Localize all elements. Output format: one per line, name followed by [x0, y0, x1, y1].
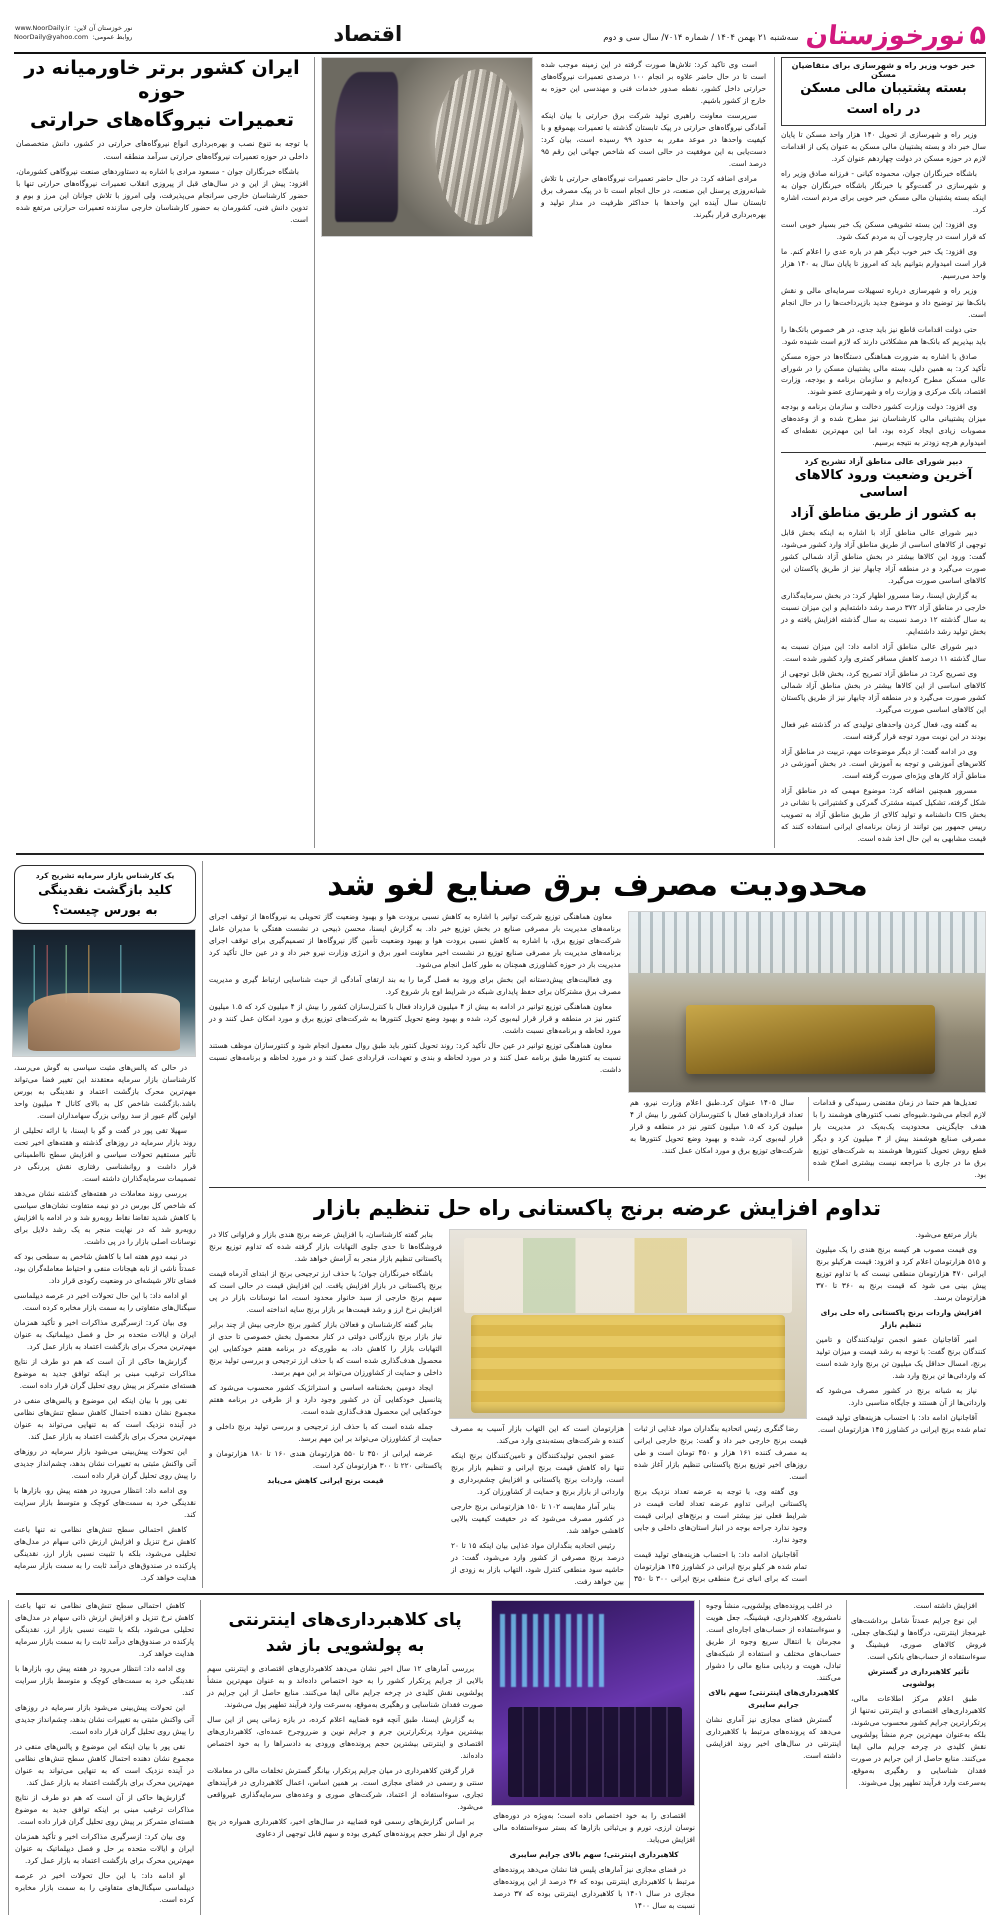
paragraph: سرپرست معاونت راهبری تولید شرکت برق حرارتی با بیان اینکه آمادگی نیروگاه‌های حرارتی در پیک تابستان گذشته با تعمیرات بهموقع و با کیفیت واحدها در موعد مقرر به حدود ۹۹ رسیده است، بیان کرد: دست‌یابی به این موفقیت در حالی است که شاخص جهانی این رقم ۹۵ درصد است. [541, 110, 766, 168]
online-label: نور خوزستان آن لاین: [74, 23, 133, 32]
left-column [774, 57, 992, 848]
bourse-kicker: یک کارشناس بازار سرمایه تشریح کرد [35, 870, 175, 880]
turbine-headline-line1: ایران کشور برتر خاورمیانه در حوزه [24, 57, 300, 103]
paragraph: آقاجانیان ادامه داد: با احتساب هزینه‌های تولید قیمت تمام شده برنج ایرانی در کشاورز ۱۴۵ هزارتومان است. [816, 1413, 986, 1435]
paragraph: کاهش احتمالی سطح تنش‌های نظامی نه تنها باعث کاهش نرخ تنزیل و افزایش ارزش ذاتی سهام در مدل‌های تحلیلی می‌شود، بلکه با تثبیت نسبی بازار ارز، نقدینگی پارکنده در صندوق‌های درآمد ثابت را به سمت بازار سرمایه هدایت خواهد کرد. [15, 1601, 195, 1659]
cyber-subhead-1: تأثیر کلاهبرداری در گسترش پولشویی [867, 1667, 970, 1689]
paragraph: بر اساس گزارش‌های رسمی قوه قضاییه در سال‌های اخیر، کلاهبرداری همواره در پنج جرم اول از نظر حجم پرونده‌های کیفری بوده و سهم قابل توجهی از دعاوی [207, 1816, 484, 1838]
paragraph: بنابر آمار مقایسه ۱۰۲ تا ۱۵۰ هزارتومانی برنج خارجی در کشور مصرف می‌شود که در حقیقت کیفیت بالایی کاهشی خواهد شد. [451, 1502, 624, 1536]
industry-headline: محدودیت مصرف برق صنایع لغو شد [327, 866, 868, 903]
paragraph: است وی تاکید کرد: تلاش‌ها صورت گرفته در این زمینه موجب شده است تا در حال حاضر علاوه بر انجام ۱۰۰ درصدی تعمیرات نیروگاه‌های حرارتی داخل کشور، نقطه صدور خدمات فنی و مهندسی این حوزه به خارج از کشور باشیم. [541, 60, 766, 105]
cyber-mid-text [493, 1806, 695, 1912]
cyber-photo-wrap [489, 1600, 699, 1915]
freezones-headline-line1: آخرین وضعیت ورود کالاهای اساسی [794, 468, 973, 501]
rice-subhead-2: قیمت برنج ایرانی کاهش می‌یابد [267, 1476, 384, 1486]
paragraph: در نیمه دوم هفته اما با کاهش شاخص به سطحی بود که عمدتاً ناشی از نابه هیجانات منفی و احتیاط معامله‌گران بود، فضای تالار شیشه‌ای در وضعیت رکودی قرار داد. [14, 1251, 196, 1285]
cyber-subhead-3: کلاهبرداری اینترنتی؛ سهم بالای جرایم سایبری [509, 1850, 679, 1860]
newspaper-title: نورخوزستان [804, 20, 968, 51]
bourse-headline-box [14, 865, 196, 925]
paragraph: رئیس اتحادیه بنگداران مواد غذایی بیان اینکه ۱۵ تا ۲۰ درصد برنج مصرفی از کشور وارد می‌شود، گفت: در حاشیه سود منطقی کنترل شود، التهاب بازار به زودی از بین خواهد رفت. [451, 1541, 624, 1587]
rice-photo [449, 1229, 807, 1419]
paragraph: وی بیان کرد: ازسرگیری مذاکرات اخیر و تأکید همزمان ایران و ایالات متحده بر حل و فصل دیپلماتیک به عنوان مهم‌ترین محرک برای بازگشت اعتماد به بازار عمل کرد. [14, 1317, 196, 1351]
paragraph: اقتصادی را به خود اختصاص داده است؛ به‌ویژه در دوره‌های نوسان ارزی، تورم و بی‌ثباتی بازارها که بستر سوءاستفاده مالی افزایش می‌یابد. [493, 1811, 695, 1845]
paragraph: در حالی که پالس‌های مثبت سیاسی به گوش می‌رسد، کارشناسان بازار سرمایه معتقدند این تغییر فضا می‌تواند مهم‌ترین محرک بازگشت اعتماد و نقدینگی به بورس باشد.بازگشت شاخص کل به بالای کانال ۴ میلیون واحد اولین گام عبور از سد روانی بزرگ سهامداران است. [14, 1063, 196, 1121]
paragraph: به گزارش ایسنا، طبق آنچه فوه قضاییه اعلام کرده، در بازه زمانی پس از این سال بیشترین موارد پرتکرارترین جرم و جرایم نوین و ضرر‌وجرح عمده‌ای، کلاهبرداری‌های اقتصادی و اینترنتی بیشترین حجم پرونده‌های ورودی به دادسراها را به خود اختصاص داده‌اند. [207, 1714, 484, 1760]
rice-col-right [209, 1229, 442, 1588]
masthead-brand-group [603, 20, 986, 52]
paragraph: او ادامه داد: با این حال تحولات اخیر در عرصه دیپلماسی سیگنال‌های متفاوتی را به سمت بازار مخابره کرده است. [14, 1290, 196, 1312]
paragraph: دبیر شورای عالی مناطق آزاد با اشاره به اینکه بخش قابل توجهی از کالاهای اساسی از طریق مناطق آزاد وارد کشور می‌شود، گفت: ورود این کالاها بیشتر در بخش مناطق آزاد شمالی کشور صورت می‌گیرد و در منطقه آزاد چابهار نیز از طریق پاکستان این کالاهای اساسی صورت می‌گیرد. [781, 528, 986, 585]
turbine-left-text [541, 57, 766, 848]
rice-subhead: افزایش واردات برنج پاکستانی راه حلی برای تنظیم بازار [820, 1308, 982, 1330]
bourse-photo [12, 929, 196, 1057]
paragraph: معاون هماهنگی توزیع توانیر در ادامه به بیش از ۴ میلیون قرارداد فعال با کنترل‌سازان کشور را بیش از ۴ میلیون کرد که ۱.۵ میلیون کنتور نیز در منطقه و قرار قرار لبه‌بوی کرد، شده و بهبود وضع تحویل کنتورها به شرکت‌های توزیع برق و مورد امکان عمل کنند و در مورد لحاظه و برنامه‌های نسبت داشت. [209, 1001, 621, 1035]
bourse-body [14, 1057, 196, 1583]
turbine-lead: با توجه به تنوع نصب و بهره‌برداری انواع نیروگاه‌های حرارتی در کشور، دانش متخصصان داخلی در حوزه تعمیرات نیروگاه‌های حرارتی سرآمد منطقه است. [16, 139, 308, 161]
divider [781, 452, 986, 453]
paragraph: بنابر گفته کارشناسان و فعالان بازار کشور برنج خارجی بیش از چند برابر نیاز بازار برنج بازرگانی دولتی در کنار محصول بخش خصوصی تا حدی از التهابات بازار را کاهش داد، به طوری‌که در برنامه هفتم خودکفایی این محصول هدف‌گذاری شده است که با حذف ارز ترجیحی و بررسی تولید برنج داخلی و حمایت از کشاورزان می‌تواند بر این مهم برسد. [209, 1320, 442, 1378]
paragraph: گزارش‌ها حاکی از آن است که هم دو طرف از نتایج مذاکرات ترغیب مبنی بر اینکه توافق جدید به موضوع هسته‌ای متمرکز بر پیش روی تحلیل گران قرار داده است. [15, 1793, 195, 1826]
freezones-headline-line2: به کشور از طریق مناطق آزاد [790, 506, 977, 522]
divider [209, 1187, 986, 1188]
mid-band [8, 861, 992, 1589]
freezones-article [781, 457, 986, 844]
industry-content [209, 911, 986, 1181]
paragraph: وی فعالیت‌های پیش‌دستانه این بخش برای ورود به فصل گرما را به بند ارتقای آمادگی از حیث شناسایی ارتباط گیری و مدیریت مصرف برق مشترکان برای حفظ پایداری شبکه در شرایط اوج بار شروع کرد. [209, 974, 621, 996]
rice-col-left [816, 1229, 986, 1588]
main-column [202, 861, 992, 1589]
paragraph: قرار گرفتن کلاهبرداری در میان جرایم پرتکرار، بیانگر گسترش تخلفات مالی در معاملات سنتی و رسمی در فضای مجازی است. بر همین اساس، اعمال کلاهبرداری در فرآیندهای تجاری، سوءاستفاده از اعتماد، شرکت‌های صوری و وعده‌های سرمایه‌گذاری غیرواقعی می‌شود. [207, 1765, 484, 1811]
paragraph: تعدیل‌ها هم حتما در زمان مقتضی رسیدگی و قدامات لازم انجام می‌شود.شیوه‌ای نصب کنتورهای هوشمند را با هدف جایگزینی محدودیت یک‌به‌یک در مدیریت بار مصرفی صنایع هوشمند بیش از ۳ میلیون کرد و دیگر قطع روش تحویل کنتورها هوشمند به شرکت‌های توزیع برق ما در جاری با مراجعه نیست بیشتری اصلاح شده بود. [813, 1097, 986, 1179]
paragraph: بررسی آمارهای ۱۲ سال اخیر نشان می‌دهد کلاهبرداری‌های اقتصادی و اینترنتی سهم بالایی از جرایم پرتکرار کشور را به خود اختصاص داده‌اند و به عنوان مهم‌ترین منشأ پولشویی نقش کلیدی در چرخه جرایم مالی ایفا می‌کنند. منابع حاصل از این جرایم در صورت فقدان شناسایی و رهگیری به‌موقع، به‌سرعت وارد فرآیند تطهیر پول می‌شوند. [207, 1663, 484, 1709]
paragraph: رضا گنگری رئیس اتحادیه بنگداران مواد غذایی از ثبات قیمت برنج خارجی خبر داد و گفت: برنج خارجی ایرانی به مصرف کننده ۱۶۱ هزار و ۴۵۰ تومان است و طی روزهای اخیر توزیع برنج پاکستانی تنظیم بازار آغاز شده است. [634, 1424, 808, 1482]
cyber-photo [491, 1600, 695, 1806]
band-divider-2 [16, 1593, 984, 1595]
rice-content [209, 1229, 986, 1588]
paragraph: امیر آقاجانیان عضو انجمن تولیدکنندگان و تامین کنندگان برنج گفت: با توجه به رشد قیمت و میزان تولید برنج، امسال حداقل یک میلیون تن برنج وارد شده است که وارداتی‌ها تن برنج وارد شد. [816, 1335, 986, 1381]
paragraph: وی گفته وی، با توجه به عرضه تعداد نزدیک برنج پاکستانی ایرانی تداوم عرضه تعداد لغات قیمت در شرایط فعلی نیز بیشتر است و برنج‌های ایرانی قیمت وجود ندارد جراحه بوجه در انبار استان‌های داخلی و جایی وجود ندارد. [634, 1487, 807, 1545]
paragraph: عرضه ایرانی از ۳۵۰ تا ۵۵۰ هزارتومان هندی ۱۶۰ تا ۱۸۰ هزارتومان و پاکستانی ۲۲۰ تا ۳۰۰ هزارتومان کرد است. [209, 1449, 442, 1471]
paragraph: دبیر شورای عالی مناطق آزاد ادامه داد: این میزان نسبت به سال گذشته ۱۱ درصد کاهش مسافر کمتری وارد کشور شده است. [781, 641, 986, 663]
paragraph: طبق اعلام مرکز اطلاعات مالی، کلاهبرداری‌های اقتصادی و اینترنتی نه‌تنها از پرتکرارترین جرایم کشور محسوب می‌شوند، بلکه به‌عنوان مهم‌ترین جرم منشأ پولشویی نقش کلیدی در چرخه جرایم مالی ایفا می‌کنند. منابع حاصل از این جرایم در صورت فقدان شناسایی و رهگیری به‌موقع، به‌سرعت وارد فرآیند تطهیر پول می‌شوند. [851, 1694, 986, 1788]
paragraph: صادق با اشاره به ضرورت هماهنگی دستگاه‌ها در حوزه مسکن تأکید کرد: به همین دلیل، بسته مالی پشتیبان مسکن را در شورای عالی مسکن مطرح کرده‌ایم و سازمان برنامه و بودجه، وزارت اقتصاد، بانک مرکزی و وزارت راه و شهرسازی عضو شوند. [781, 351, 986, 397]
top-band [8, 57, 992, 848]
paragraph: عضو انجمن تولیدکنندگان و تامین‌کنندگان برنج اینکه تنها راه کاهش قیمت برنج ایرانی و تنظیم بازار برنج است، واردات برنج پاکستانی و افزایش چشم‌برداری و وارداتی از بازار برنج و حمایت از کشاورزان کرد. [451, 1451, 624, 1497]
newspaper-logo [804, 20, 986, 52]
paragraph: افزایش داشته است. [913, 1601, 977, 1611]
paragraph: نقی پور با بیان اینکه این موضوع و پالس‌های منفی در مجموع نشان دهنده احتمال کاهش سطح تنش‌های نظامی در آینده نزدیک است که به تنهایی می‌تواند به عنوان مهم‌ترین محرک برای بازگشت اعتماد به بازار عمل کند. [14, 1395, 196, 1441]
paragraph: باشگاه خبرنگاران جوان - مسعود مرادی با اشاره به دستاوردهای صنعت نیروگاهی کشورمان، افزود: پیش از این و در سال‌های قبل از پیروزی انقلاب تعمیرات نیروگاه‌های حرارتی تنها با حضور کارشناسان خارجی سرانجام می‌پذیرفت، ولی امروز با تلاش جوانان این مرز و بوم و تدوین دانش فنی، کشورمان به حضور کارشناسان خارجی سازنده تعمیرات حرارتی مرتفع شده است. [16, 166, 308, 224]
paragraph: کاهش احتمالی سطح تنش‌های نظامی نه تنها باعث کاهش نرخ تنزیل و افزایش ارزش ذاتی سهام در مدل‌های تحلیلی می‌شود، بلکه با تثبیت نسبی بازار ارز، نقدینگی پارکنده در صندوق‌های درآمد ثابت را به سمت بازار سرمایه هدایت خواهد کرد. [14, 1524, 196, 1582]
housing-body [781, 126, 986, 450]
paragraph: بنابر گفته کارشناسان، با افزایش عرضه برنج هندی بازار و فراوانی کالا در فروشگاه‌ها تا حدی جلوی التهابات بازار گرفته شده که تداوم توزیع برنج پاکستانی تنظیم بازار منجر به آرامش خواهد شد. [209, 1230, 442, 1264]
paragraph: او ادامه داد: با این حال تحولات اخیر در عرصه دیپلماسی سیگنال‌های متفاوتی را به سمت بازار مخابره کرده است. [15, 1870, 195, 1904]
turbine-photo [321, 57, 533, 237]
turbine-photo-wrap [323, 57, 533, 848]
bottom-band [8, 1600, 992, 1915]
paragraph: ایجاد دومین بخشنامه اساسی و استراتژیک کشور محسوب می‌شود که پتانسیل خودکفایی آن در کشور وجود دارد و از طرفی در برنامه هفتم خودکفایی این محصول هدف‌گذاری شده است. [209, 1383, 442, 1417]
paragraph: مرادی اضافه کرد: در حال حاضر تعمیرات نیروگاه‌های حرارتی با تلاش شبانه‌روزی پرسنل این صنعت، در حال انجام است تا در پیک مصرف برق تابستان سال آینده این واحدها با حداکثر ظرفیت در مدار تولید و بهره‌برداری قرار بگیرند. [541, 173, 766, 219]
masthead-dateline: سه‌شنبه ۲۱ بهمن ۱۴۰۴ / شماره ۷۰۱۴/ سال سی و دوم [603, 33, 799, 43]
cyber-headline-line2: به پولشویی باز شد [265, 1635, 425, 1656]
turbine-headline-line2: تعمیرات نیروگاه‌های حرارتی [30, 108, 294, 131]
turbine-article-head [8, 57, 314, 848]
paragraph: به گزارش ایسنا، رضا مسرور اظهار کرد: در بخش سرمایه‌گذاری خارجی در مناطق آزاد ۳۷۲ درصد رشد داشته‌ایم و این میزان نسبت به سال گذشته ۱۲ درصد نسبت به سال گذشته افزایش یافته و در بخش تولید رشد داشته‌ایم. [781, 590, 986, 636]
paragraph: به گفته وی، فعال کردن واحدهای تولیدی که در گذشته غیر فعال بودند در این نوبت مورد توجه قرار گرفته است. [781, 719, 986, 741]
paragraph: بازار مرتفع می‌شود. [915, 1230, 977, 1240]
cyber-headline-line1: پای کلاهبرداری‌های اینترنتی [228, 1610, 462, 1631]
industry-text [209, 911, 621, 1181]
paragraph: باشگاه خبرنگاران جوان، محموده کیانی - فرزانه صادق وزیر راه و شهرسازی در گفت‌وگو با خبرنگار باشگاه خبرنگاران جوان به اینکه بسته پشتیبان مالی مسکن خبر خوبی برای مردم است، اشاره کرد. [781, 168, 986, 214]
paragraph: وی قیمت مصوب هر کیسه برنج هندی را یک میلیون و ۵۱۵ هزارتومان اعلام کرد و افزود: قیمت هرکیلو برنج ایرانی ۴۷۰ هزارتومان منطقی نیست که با تداوم توزیع پیش بینی می شود که قیمت برنج به ۳۶۰ تا ۳۷۰ هزارتومان برسد. [816, 1245, 987, 1303]
housing-headline-line2: در راه است [846, 101, 921, 117]
paragraph: این تحولات پیش‌بینی می‌شود بازار سرمایه در روزهای آتی واکنش مثبتی به تغییرات نشان بدهد، چشم‌انداز جدیدی را پیش روی تحلیل گران قرار داده است. [15, 1703, 195, 1737]
cyber-subhead-2: کلاهبرداری‌های اینترنتی؛ سهم بالای جرایم سایبری [708, 1688, 839, 1710]
masthead-rule [14, 52, 986, 54]
cyber-col-left [699, 1600, 992, 1915]
paragraph: این نوع جرایم عمدتاً شامل برداشت‌های غیرمجاز اینترنتی، درگاه‌ها و لینک‌های جعلی، فروش کالاهای صوری، فیشینگ و سوءاستفاده از حساب‌های بانکی است. [851, 1616, 986, 1662]
bourse-sidebar [8, 861, 202, 1589]
rice-photo-text [451, 1419, 807, 1588]
paragraph: مسرور همچنین اضافه کرد: موضوع مهمی که در مناطق آزاد شکل گرفته، تشکیل کمیته مشترک گمرکی و کشتیرانی با نشانی در بخش CIS دانشنامه و تولید کالای از طریق مناطق آزاد به تصویب رییس جمهور بین توانند از زمان برنامه‌ای ایرانی استفاده کنند که قیمت مشابهی به این حال اخذ شده است. [781, 785, 986, 843]
paragraph: حتی دولت اقدامات قاطع نیز باید جدی، در هر خصوص بانک‌ها را باید بپذیریم که بانک‌ها هم مشکلاتی دارند که لازم است شنیده شود. [781, 324, 986, 346]
paragraph: وی افزود: این بسته تشویقی مسکن یک خبر بسیار خوبی است که قرار است در چارچوب آن به مردم کمک شود. [781, 219, 986, 241]
paragraph: در اغلب پرونده‌های پولشویی، منشأ وجوه نامشروع، کلاهبرداری، فیشینگ، جعل هویت و سوءاستفاده از حساب‌های اجاره‌ای است. مجرمان با انتقال سریع وجوه از طریق حساب‌های مختلف و استفاده از شبکه‌های تبادل، هویت و ردیابی منابع مالی را دشوار می‌کنند. [706, 1601, 841, 1683]
paragraph: آقاجانیان ادامه داد: با احتساب هزینه‌های تولید قیمت تمام شده هر کیلو برنج ایرانی در کشاورز ۱۴۵ هزارتومان است که برای انبای نرخ منطقی برنج ایرانی ۳۰۰ تا ۳۵۰ هزارتومان است که این التهاب بازار آسیب به مصرف کننده و شرکت‌های بسته‌بندی وارد می‌کند. [451, 1424, 807, 1584]
masthead-contact [14, 24, 132, 49]
housing-headline-line1: بسته پشتیبان مالی مسکن [800, 81, 967, 96]
paragraph: وزیر راه و شهرسازی از تحویل ۱۴۰ هزار واحد مسکن تا پایان سال خبر داد و بسته پشتیبان مالی مسکن به عنوان یکی از اقدامات لازم در حوزه مسکن در دولت چهاردهم عنوان کرد. [781, 129, 986, 163]
housing-article [781, 57, 986, 126]
paragraph: معاون هماهنگی توزیع توانیر در عین حال تأکید کرد: روند تحویل کنتور باید طبق روال معمول انجام شود و کنتورسازان موظف هستند نسبت به کنتورها طبق برنامه عمل کنند و در مورد لحاظه و بندی و تعهدات، قراردادی عمل کنند و در مورد لحاظه و برنامه‌های نسبت داشت. [209, 1040, 621, 1074]
paragraph: گزارش‌ها حاکی از آن است که هم دو طرف از نتایج مذاکرات ترغیب مبنی بر اینکه توافق جدید به موضوع هسته‌ای متمرکز بر پیش روی تحلیل گران قرار داده است. [14, 1356, 196, 1390]
rice-headline: تداوم افزایش عرضه برنج پاکستانی راه حل تنظیم بازار [314, 1195, 881, 1220]
paragraph: وی تصریح کرد: در مناطق آزاد تصریح کرد، بخش قابل توجهی از کالاهای اساسی از این کالاها بیشتر در بخش مناطق آزاد شمالی کشور صورت می‌گیرد و در منطقه آزاد چابهار نیز از طریق پاکستان این کالاهای اساسی صورت می‌گیرد. [781, 668, 986, 714]
bourse-continuation [8, 1600, 200, 1915]
bourse-headline-line1: کلید بازگشت نقدینگی [38, 881, 172, 897]
cyber-col-right [200, 1600, 489, 1915]
paragraph: گسترش فضای مجازی نیز آماری نشان می‌دهد که پرونده‌های مرتبط با کلاهبرداری اینترنتی در سال‌های اخیر روند افزایشی داشته است. [706, 1715, 841, 1761]
band-divider-1 [16, 853, 984, 855]
page-number: ۵ [969, 20, 986, 52]
paragraph: وی افزود: دولت وزارت کشور دخالت و سازمان برنامه و بودجه میزان پشتیبانی مالی کارشناسان نیز مطرح شده و از وعده‌های مصوبات زیادی ایجاد کرده بود، اما این مهم‌ترین نقطه‌ای که امیدوارم هرچه زودتر به نتیجه برسیم. [781, 402, 986, 448]
rice-photo-wrap [451, 1229, 807, 1588]
freezones-kicker: دبیر شورای عالی مناطق آزاد تشریح کرد [804, 457, 963, 467]
paragraph: در فضای مجازی نیز آمارهای پلیس فتا نشان می‌دهد پرونده‌های مرتبط با کلاهبرداری اینترنتی بوده که ۳۶ درصد از این پرونده‌های مجازی در سال ۱۴۰۱ با کلاهبرداری اینترنتی بوده که ۳۷ درصد نسبت به سال ۱۴۰۰ [493, 1865, 695, 1911]
pr-label: روابط عمومی: [92, 33, 133, 42]
paragraph: وی افزود: یک خبر خوب دیگر هم در باره عدی را اعلام کنم. ما قرار است امیدوارم بتوانیم باید که امروز تا پایان سال به ۱۴۰ هزار واحد می‌رسیم. [781, 246, 986, 280]
paragraph: نیاز به شبانه برنج در کشور مصرف می‌شود که وارداتی‌ها از آن هستند و جایگاه مناسبی دارد. [816, 1386, 986, 1408]
industry-photo-text [630, 1093, 986, 1181]
bourse-headline-line2: به بورس چیست؟ [52, 901, 158, 917]
paragraph: سهیلا تقی پور در گفت و گو با ایسنا، با ارائه تحلیلی از روند بازار سرمایه در روزهای گذشته و هفته‌های اخیر تحت تأثیر مستقیم تحولات سیاسی و افزایش سطح نااطمینانی قرار داشت و روانشناسی رفتاری نقش پررنگی در تصمیمات سرمایه‌گذاران داشته است. [14, 1126, 196, 1184]
email-address[interactable]: NoorDaily@yahoo.com [14, 33, 89, 42]
paragraph: سال ۱۴۰۵ عنوان کرد.طبق اعلام وزارت نیرو، هم تعداد قراردادهای فعال با کنتورسازان کشور را بیش از ۴ میلیون کرد که ۱.۵ میلیون کنتور نیز در منطقه و قرار قرار لبه‌بوی کرد، شده و بهبود وضع تحویل کنتورها به شرکت‌های توزیع برق و مورد امکان عمل کنند. [630, 1097, 804, 1155]
paragraph: وی در ادامه گفت: از دیگر موضوعات مهم، تربیت در مناطق آزاد کلاس‌های آموزشی و توجه به آموزش است. در بخش آموزشی در مناطق آزاد کارهای ویژه‌ای صورت گرفته است. [781, 746, 986, 780]
paragraph: جمله شده است که با حذف ارز ترجیحی و بررسی تولید برنج داخلی و حمایت از کشاورزان می‌تواند بر این مهم برسد. [209, 1422, 442, 1444]
paragraph: معاون هماهنگی توزیع شرکت توانیر با اشاره به کاهش نسبی برودت هوا و بهبود وضعیت گاز تحویلی به نیروگاه‌ها از توقف اجرای برنامه‌های مدیریت بار مصرفی صنایع در بخش توزیع خبر داد. به گزارش ایسنا، محسن ذبیحی در نشست هفتگی با مدیران عامل شرکت‌های توزیع برق، با اشاره به کاهش نسبی برودت هوا و بهبود وضعیت تأمین گاز نیروگاه‌ها از تصمیم‌گیری برای توقف اجرای برنامه‌های مدیریت بار مصرفی صنایع توزیع در نشست اخیر معاونت امور برق و انرژی وزارت نیرو خبر داد و در عین حال تأکید کرد مدیریت بار در حوزه کشاورزی همچنان به طور کامل انجام می‌شود. [209, 911, 621, 969]
paragraph: وی ادامه داد: انتظار می‌رود در هفته پیش رو، بازارها با نقدینگی خرد به سمت‌های کوچک و متوسط بازار سرایت کند. [14, 1485, 196, 1519]
paragraph: نقی پور با بیان اینکه این موضوع و پالس‌های منفی در مجموع نشان دهنده احتمال کاهش سطح تنش‌های نظامی در آینده نزدیک است که به تنهایی می‌تواند به عنوان مهم‌ترین محرک برای بازگشت اعتماد به بازار عمل کند. [15, 1742, 195, 1788]
paragraph: بررسی روند معاملات در هفته‌های گذشته نشان می‌دهد که شاخص کل بورس در دو نیمه متفاوت نشان‌های سیاسی با کاهش شدید تقاضا نقاط روبه‌رو شد و در ادامه با افزایش روبه‌رو شد که در نهایت منجر به یک رشد دلایل برای نوسانات اصلی بازار را در پی داشت. [14, 1189, 196, 1246]
paragraph: باشگاه خبرنگاران جوان؛ با حذف ارز ترجیحی برنج از ابتدای آذرماه قیمت برنج پاکستانی در بازار افزایش یافت. این افزایش قیمت در حالی است که سهم برنج خارجی از سبد خانوار محدود است، اما نوسانات بازار در پی افزایش نرخ ارز و رشد قیمت‌ها بر بازار برنج سایه انداخته است. [209, 1269, 442, 1315]
section-title: اقتصاد [333, 22, 403, 46]
paragraph: وی بیان کرد: ازسرگیری مذاکرات اخیر و تأکید همزمان ایران و ایالات متحده بر حل و فصل دیپلماتیک به عنوان مهم‌ترین محرک برای بازگشت اعتماد به بازار عمل کرد. [15, 1831, 195, 1865]
paragraph: وزیر راه و شهرسازی درباره تسهیلات سرمایه‌ای مالی و نقش بانک‌ها نیز توضیح داد و موضوع جدید بازپرداخت‌ها را در حال انجام است. [781, 285, 986, 319]
website-url[interactable]: www.NoorDaily.ir [15, 23, 70, 32]
paragraph: وی ادامه داد: انتظار می‌رود در هفته پیش رو، بازارها با نقدینگی خرد به سمت‌های کوچک و متوسط بازار سرایت کند. [15, 1664, 195, 1698]
housing-kicker: خبر خوب وزیر راه و شهرسازی برای متقاضیان مسکن [791, 61, 976, 79]
turbine-article-left-body [314, 57, 774, 848]
factory-photo [628, 911, 986, 1093]
paragraph: این تحولات پیش‌بینی می‌شود بازار سرمایه در روزهای آتی واکنش مثبتی به تغییرات نشان بدهد، چشم‌انداز جدیدی را پیش روی تحلیل گران قرار داده است. [14, 1446, 196, 1480]
industry-photo-wrap [630, 911, 986, 1181]
masthead [8, 0, 992, 50]
